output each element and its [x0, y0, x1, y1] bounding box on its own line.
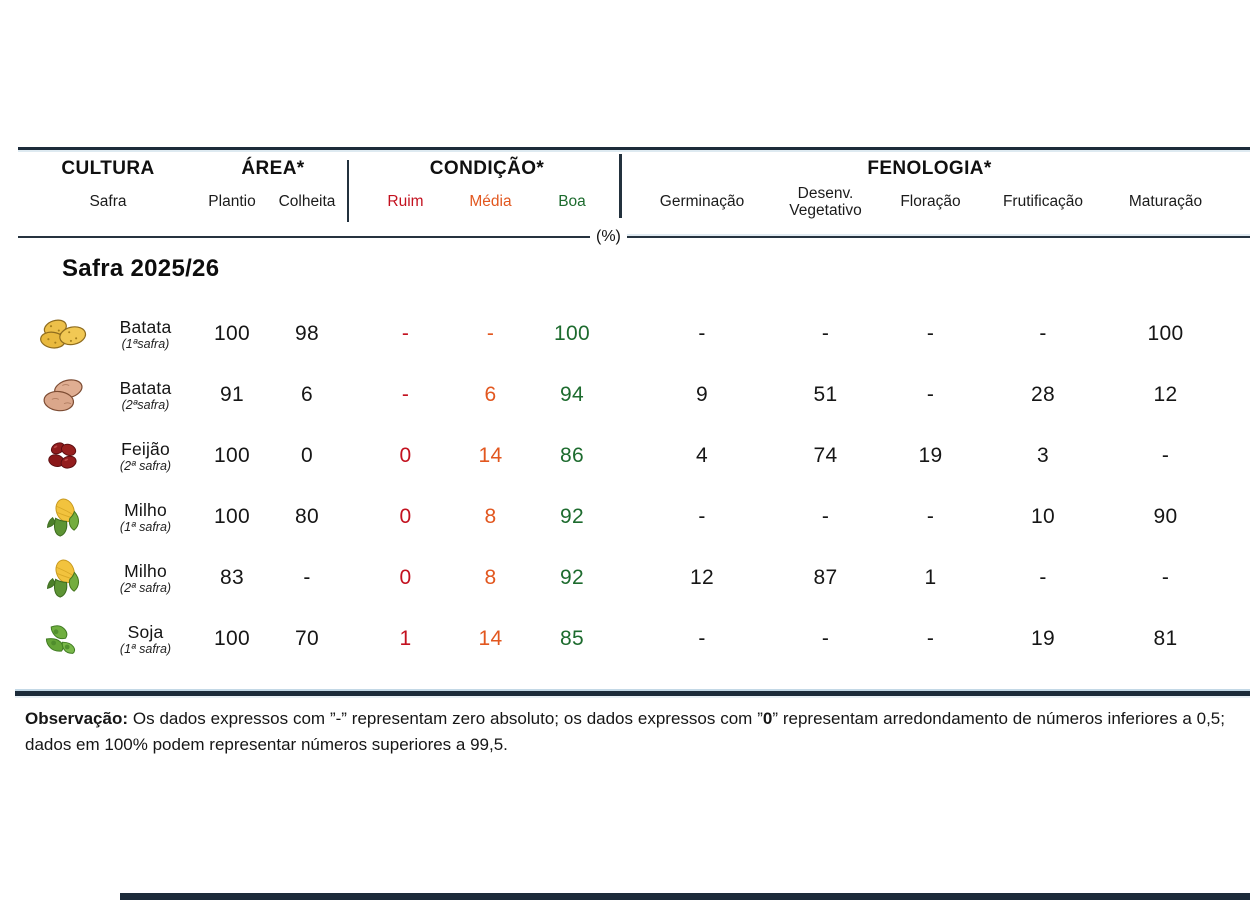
table-row-soja-1safra: [18, 608, 1250, 669]
cell-boa: 100: [554, 321, 590, 345]
cell-germinacao: 12: [690, 565, 714, 589]
cell-plantio: 83: [220, 565, 244, 589]
cell-colheita: 98: [295, 321, 319, 345]
observation-text-1: Os dados expressos com ”-” representam zero absoluto; os dados expressos com ”: [128, 709, 763, 728]
soybean-icon: [18, 617, 93, 661]
cell-colheita: 6: [301, 382, 313, 406]
subheader-germinacao: Germinação: [659, 193, 745, 211]
crop-name: Milho: [124, 560, 167, 581]
table-row-batata-1safra: [18, 303, 1250, 364]
cell-boa: 94: [560, 382, 584, 406]
cell-ruim: 0: [399, 443, 412, 467]
crop-label: [93, 317, 198, 351]
crop-season: (1ªsafra): [121, 336, 170, 351]
header-condicao: CONDIÇÃO*: [429, 158, 545, 179]
crop-season: (2ª safra): [119, 580, 172, 595]
subheader-desenv-vegetativo: [778, 186, 873, 219]
crop-season: (2ª safra): [119, 458, 172, 473]
cell-plantio: 100: [214, 443, 250, 467]
observation-label: Observação:: [25, 709, 128, 728]
cell-colheita: 70: [295, 626, 319, 650]
cell-desenv-vegetativo: -: [821, 626, 830, 650]
header-fenologia: FENOLOGIA*: [867, 158, 992, 179]
cell-colheita: -: [303, 565, 311, 589]
rule-segment-left: [18, 236, 590, 238]
subheader-floracao: Floração: [900, 193, 961, 211]
season-title: Safra 2025/26: [62, 255, 220, 282]
cell-media: 14: [478, 443, 503, 467]
cell-germinacao: 9: [696, 382, 708, 406]
footer-bar: [120, 893, 1250, 900]
corn-icon: [18, 556, 93, 600]
subheader-plantio: Plantio: [208, 193, 256, 211]
cell-plantio: 100: [214, 321, 250, 345]
subheader-frutificacao: Frutificação: [1002, 193, 1084, 211]
cell-frutificacao: 28: [1031, 382, 1055, 406]
cell-maturacao: 100: [1147, 321, 1184, 345]
cell-boa: 86: [560, 443, 584, 467]
subheader-colheita: Colheita: [278, 193, 336, 211]
cell-boa: 92: [560, 565, 584, 589]
crop-name: Batata: [119, 316, 172, 337]
table-row-batata-2safra: [18, 364, 1250, 425]
subheader-desenv-line1: Desenv.: [797, 185, 854, 202]
header-groups-row: [18, 152, 1250, 180]
crop-label: [93, 439, 198, 473]
cell-frutificacao: -: [1039, 565, 1047, 589]
cell-ruim: 1: [399, 626, 412, 650]
cell-germinacao: -: [698, 626, 706, 650]
header-cultura: CULTURA: [61, 158, 155, 179]
pink-potato-icon: [18, 374, 93, 416]
cell-maturacao: 12: [1153, 382, 1178, 406]
cell-floracao: -: [926, 504, 935, 528]
cell-boa: 92: [560, 504, 584, 528]
cell-desenv-vegetativo: 87: [813, 565, 838, 589]
cell-maturacao: 90: [1153, 504, 1178, 528]
subheader-maturacao: Maturação: [1128, 193, 1203, 211]
cell-frutificacao: 19: [1031, 626, 1055, 650]
cell-desenv-vegetativo: -: [821, 321, 830, 345]
cell-ruim: -: [401, 382, 410, 406]
cell-colheita: 0: [301, 443, 313, 467]
rule-segment-right: [627, 236, 1250, 238]
subheader-safra: Safra: [89, 193, 127, 211]
observation-note: [25, 706, 1225, 759]
cell-media: -: [486, 321, 495, 345]
header-sub-row: [18, 186, 1250, 219]
cell-floracao: -: [926, 382, 935, 406]
divider-condicao-fenologia: [619, 154, 622, 218]
crop-label: [93, 500, 198, 534]
observation-text-2: ” representam arredondamento de números inferiores a 0,5; dados em 100% podem representar números superiores a 99,5.: [25, 709, 1225, 755]
yellow-potato-icon: [18, 313, 93, 355]
cell-germinacao: -: [698, 321, 706, 345]
cell-frutificacao: 10: [1031, 504, 1055, 528]
cell-ruim: 0: [399, 565, 412, 589]
red-beans-icon: [18, 436, 93, 476]
cell-plantio: 100: [214, 626, 250, 650]
table-body: [18, 303, 1250, 669]
cell-boa: 85: [560, 626, 584, 650]
percent-label: (%): [596, 228, 621, 245]
subheader-media: Média: [469, 193, 512, 211]
subheader-boa: Boa: [558, 193, 586, 211]
crop-season: (1ª safra): [119, 641, 172, 656]
crop-label: [93, 622, 198, 656]
divider-area-condicao: [347, 160, 349, 222]
crop-season: (1ª safra): [119, 519, 172, 534]
cell-frutificacao: 3: [1037, 443, 1049, 467]
cell-desenv-vegetativo: 51: [813, 382, 838, 406]
cell-maturacao: -: [1161, 565, 1170, 589]
cell-plantio: 91: [220, 382, 244, 406]
cell-desenv-vegetativo: -: [821, 504, 830, 528]
cell-germinacao: -: [698, 504, 706, 528]
crop-name: Feijão: [121, 438, 170, 459]
header-area: ÁREA*: [241, 158, 305, 179]
crop-season: (2ªsafra): [121, 397, 170, 412]
crop-label: [93, 561, 198, 595]
cell-ruim: 0: [399, 504, 412, 528]
crop-name: Soja: [127, 621, 164, 642]
cell-media: 6: [484, 382, 497, 406]
table-row-milho-2safra: [18, 547, 1250, 608]
cell-floracao: 1: [924, 565, 937, 589]
crop-label: [93, 378, 198, 412]
cell-colheita: 80: [295, 504, 319, 528]
table-row-milho-1safra: [18, 486, 1250, 547]
crop-name: Batata: [119, 377, 172, 398]
table-header: [18, 152, 1250, 236]
percent-rule: [18, 228, 1250, 246]
top-rule: [18, 147, 1250, 150]
observation-zero: 0: [762, 709, 773, 728]
cell-germinacao: 4: [696, 443, 708, 467]
subheader-ruim: Ruim: [387, 193, 424, 211]
cell-plantio: 100: [214, 504, 250, 528]
table-row-feijao-2safra: [18, 425, 1250, 486]
cell-ruim: -: [401, 321, 410, 345]
cell-floracao: -: [926, 626, 935, 650]
cell-floracao: -: [926, 321, 935, 345]
corn-icon: [18, 495, 93, 539]
cell-desenv-vegetativo: 74: [813, 443, 838, 467]
cell-floracao: 19: [918, 443, 943, 467]
cell-media: 14: [478, 626, 503, 650]
bottom-rule: [15, 691, 1250, 696]
cell-frutificacao: -: [1039, 321, 1047, 345]
cell-media: 8: [484, 565, 497, 589]
cell-media: 8: [484, 504, 497, 528]
cell-maturacao: 81: [1153, 626, 1178, 650]
crop-name: Milho: [124, 499, 167, 520]
subheader-desenv-line2: Vegetativo: [789, 201, 862, 219]
cell-maturacao: -: [1161, 443, 1170, 467]
